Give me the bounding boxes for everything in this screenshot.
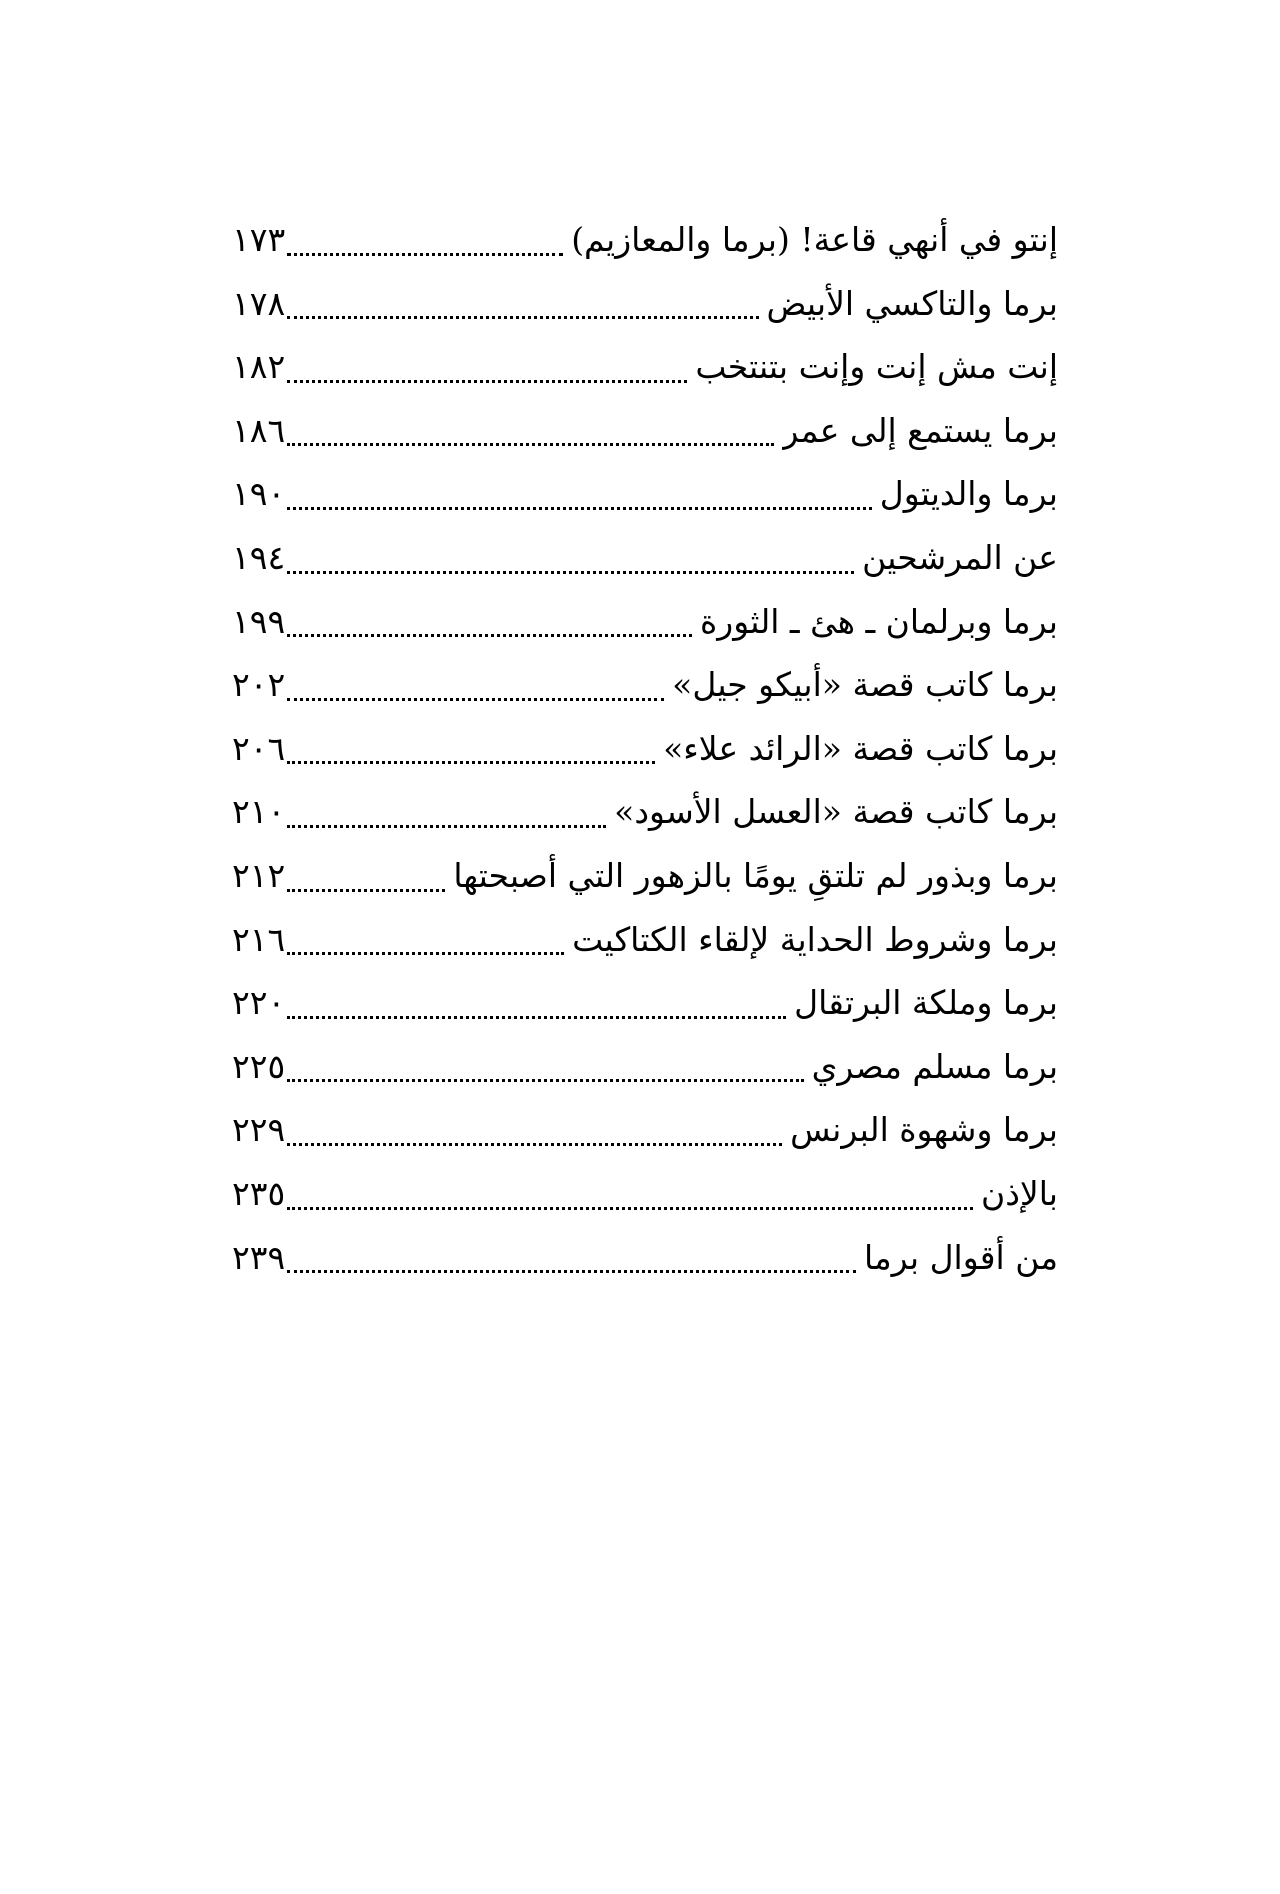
dot-leader bbox=[287, 1162, 973, 1226]
dot-leader bbox=[287, 717, 655, 781]
toc-entry-title: إنتو في أنهي قاعة! (برما والمعازيم) bbox=[571, 220, 1058, 259]
toc-entry-title: برما والديتول bbox=[879, 474, 1058, 514]
toc-entry-page-number: ١٧٨ bbox=[232, 283, 286, 323]
toc-entry-page-number: ٢١٠ bbox=[232, 792, 286, 832]
toc-entry-title: برما كاتب قصة «أبيكو جيل» bbox=[672, 665, 1058, 705]
toc-entry bbox=[232, 780, 1058, 844]
dot-leader bbox=[287, 526, 854, 590]
dot-leader bbox=[287, 399, 774, 463]
toc-entry-title: برما وبذور لم تلتقِ يومًا بالزهور التي أصبحتها bbox=[453, 855, 1058, 895]
toc-entry-title: بالإذن bbox=[981, 1173, 1058, 1213]
toc-entry-page-number: ٢١٢ bbox=[232, 855, 286, 895]
toc-entry-title: برما مسلم مصري bbox=[811, 1046, 1058, 1086]
toc-entry-page-number: ١٩٠ bbox=[232, 474, 286, 514]
toc-entry-page-number: ٢٣٥ bbox=[232, 1173, 286, 1213]
dot-leader bbox=[287, 971, 786, 1035]
toc-entry-page-number: ٢٢٥ bbox=[232, 1046, 286, 1086]
toc-entry bbox=[232, 335, 1058, 399]
toc-entry bbox=[232, 1098, 1058, 1162]
toc-entry-page-number: ١٨٢ bbox=[232, 347, 286, 387]
toc-entry-title: برما كاتب قصة «الرائد علاء» bbox=[663, 728, 1058, 768]
toc-entry bbox=[232, 208, 1058, 272]
toc-entry bbox=[232, 1035, 1058, 1099]
toc-entry-title: برما وبرلمان ـ هئ ـ الثورة bbox=[699, 601, 1058, 641]
dot-leader bbox=[287, 844, 445, 908]
dot-leader bbox=[287, 908, 564, 972]
dot-leader bbox=[287, 462, 872, 526]
toc-entry-page-number: ١٩٩ bbox=[232, 601, 286, 641]
toc-entry-page-number: ٢١٦ bbox=[232, 919, 286, 959]
toc-entry-page-number: ٢٠٢ bbox=[232, 665, 286, 705]
toc-entry-page-number: ١٩٤ bbox=[232, 537, 286, 577]
toc-entry-title: من أقوال برما bbox=[863, 1237, 1058, 1277]
toc-entry-title: برما وشروط الحداية لإلقاء الكتاكيت bbox=[572, 919, 1058, 959]
toc-entry-title: برما يستمع إلى عمر bbox=[782, 410, 1058, 450]
toc-entry-page-number: ١٧٣ bbox=[232, 220, 286, 259]
dot-leader bbox=[287, 1226, 856, 1290]
toc-entry bbox=[232, 971, 1058, 1035]
toc-entry-title: برما وملكة البرتقال bbox=[794, 983, 1058, 1023]
toc-entry bbox=[232, 1226, 1058, 1290]
dot-leader bbox=[287, 653, 664, 717]
dot-leader bbox=[287, 335, 687, 399]
toc-entry bbox=[232, 1162, 1058, 1226]
dot-leader bbox=[287, 208, 563, 272]
dot-leader bbox=[287, 272, 758, 336]
toc-entry-page-number: ١٨٦ bbox=[232, 410, 286, 450]
dot-leader bbox=[287, 780, 606, 844]
toc-entry-title: برما وشهوة البرنس bbox=[790, 1110, 1058, 1150]
toc-entry-title: برما والتاكسي الأبيض bbox=[766, 283, 1058, 323]
dot-leader bbox=[287, 590, 692, 654]
dot-leader bbox=[287, 1098, 782, 1162]
dot-leader bbox=[287, 1035, 803, 1099]
toc-entry-title: إنت مش إنت وإنت بتنتخب bbox=[695, 347, 1058, 387]
toc-entry bbox=[232, 462, 1058, 526]
toc-entry bbox=[232, 590, 1058, 654]
toc-entry-page-number: ٢٢٩ bbox=[232, 1110, 286, 1150]
toc-entry bbox=[232, 399, 1058, 463]
toc-entry bbox=[232, 908, 1058, 972]
toc-entry bbox=[232, 653, 1058, 717]
toc-entry-page-number: ٢٣٩ bbox=[232, 1237, 286, 1277]
toc-entry bbox=[232, 844, 1058, 908]
toc-entry-page-number: ٢٢٠ bbox=[232, 983, 286, 1023]
toc-entry bbox=[232, 717, 1058, 781]
toc-entry-title: برما كاتب قصة «العسل الأسود» bbox=[614, 792, 1058, 832]
toc-entry bbox=[232, 526, 1058, 590]
toc-entry-page-number: ٢٠٦ bbox=[232, 728, 286, 768]
toc-entry bbox=[232, 272, 1058, 336]
toc-list bbox=[232, 208, 1058, 1289]
toc-entry-title: عن المرشحين bbox=[862, 537, 1058, 577]
